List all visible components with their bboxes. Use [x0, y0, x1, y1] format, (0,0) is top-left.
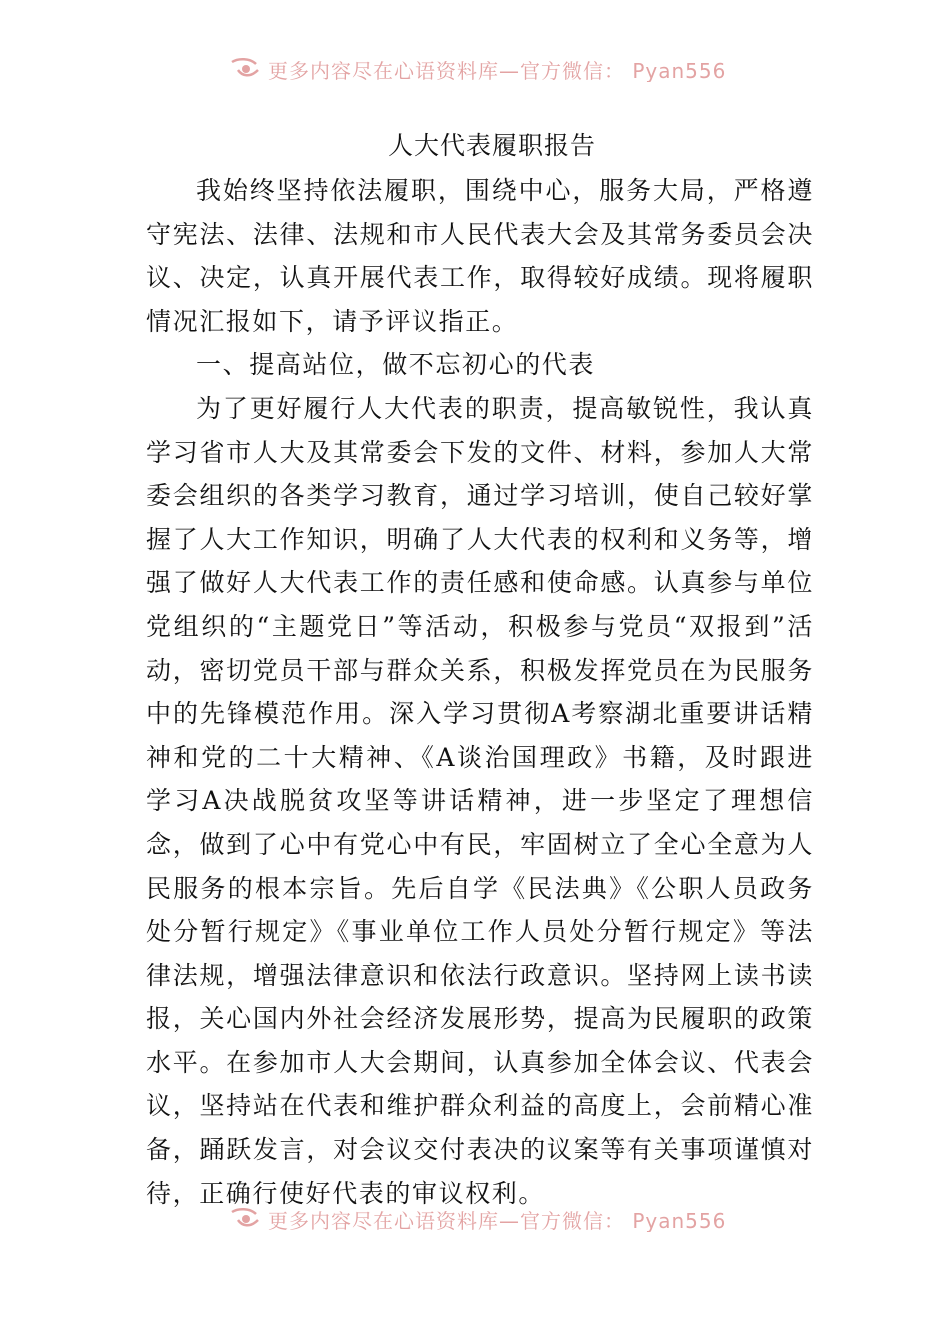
document-body: [146, 127, 814, 1215]
watermark-text: 更多内容尽在心语资料库—官方微信： Pyan556: [268, 58, 727, 82]
section-heading: 一、提高站位，做不忘初心的代表: [196, 350, 596, 380]
brand-logo-icon: [228, 56, 262, 82]
intro-paragraph: 我始终坚持依法履职，围绕中心，服务大局，严格遵守宪法、法律、法规和市人民代表大会及其常务委员会决议、决定，认真开展代表工作，取得较好成绩。现将履职情况汇报如下，请予评议指正。: [146, 176, 814, 336]
section-paragraph: 为了更好履行人大代表的职责，提高敏锐性，我认真学习省市人大及其常委会下发的文件、材料，参加人大常委会组织的各类学习教育，通过学习培训，使自己较好掌握了人大工作知识，明确了人大代表的权利和义务等，增强了做好人大代表工作的责任感和使命感。认真参与单位党组织的“主题党日”等活动，积极参与党员“双报到”活动，密切党员干部与群众关系，积极发挥党员在为民服务中的先锋模范作用。深入学习贯彻A考察湖北重要讲话精神和党的二十大精神、《A谈治国理政》书籍，及时跟进学习A决战脱贫攻坚等讲话精神，进一步坚定了理想信念，做到了心中有党心中有民，牢固树立了全心全意为人民服务的根本宗旨。先后自学《民法典》《公职人员政务处分暂行规定》《事业单位工作人员处分暂行规定》等法律法规，增强法律意识和依法行政意识。坚持网上读书读报，关心国内外社会经济发展形势，提高为民履职的政策水平。在参加市人大会期间，认真参加全体会议、代表会议，坚持站在代表和维护群众利益的高度上，会前精心准备，踊跃发言，对会议交付表决的议案等有关事项谨慎对待，正确行使好代表的审议权利。: [146, 393, 814, 1208]
watermark-text: 更多内容尽在心语资料库—官方微信： Pyan556: [268, 1208, 727, 1232]
watermark-footer: [228, 1206, 728, 1232]
brand-logo-icon: [228, 1206, 262, 1232]
watermark-header: [228, 56, 728, 82]
document-title: 人大代表履职报告: [387, 131, 596, 160]
